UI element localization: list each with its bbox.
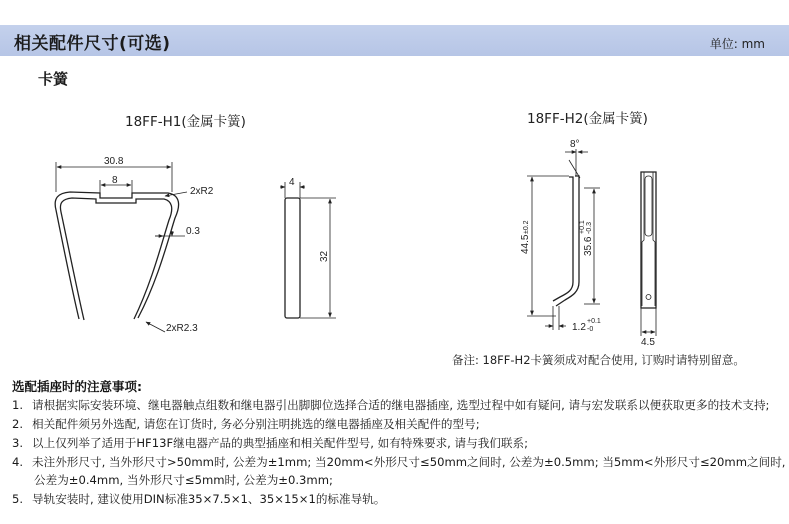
header-title: 相关配件尺寸(可选) bbox=[14, 34, 171, 54]
unit-label: 单位: mm bbox=[709, 37, 765, 51]
list-item-continuation: 公差为±0.4mm, 当外形尺寸≤5mm时, 公差为±0.3mm; bbox=[34, 473, 333, 487]
h2-inner-height-tol-upper: +0.1 bbox=[579, 220, 586, 234]
list-item bbox=[12, 415, 782, 434]
list-item-text: 未注外形尺寸, 当外形尺寸>50mm时, 公差为±1mm; 当20mm<外形尺寸≤50mm之间时, 公差为±0.5mm; 当5mm<外形尺寸≤20mm之间时, bbox=[32, 455, 786, 469]
list-item-text: 导轨安装时, 建议使用DIN标准35×7.5×1、35×15×1的标准导轨。 bbox=[32, 492, 386, 506]
h1-width-dim: 30.8 bbox=[104, 156, 124, 167]
list-item-text: 请根据实际安装环境、继电器触点组数和继电器引出脚脚位选择合适的继电器插座, 选型过程中如有疑问, 请与宏发联系以便获取更多的技术支持; bbox=[32, 398, 770, 412]
h2-foot-tol-lower: -0 bbox=[587, 326, 594, 333]
list-item bbox=[12, 396, 782, 415]
list-item-number: 4. bbox=[12, 455, 24, 469]
h2-angle-dim: 8° bbox=[570, 139, 580, 150]
list-item bbox=[12, 453, 786, 472]
list-item-number: 3. bbox=[12, 436, 24, 450]
list-item-number: 1. bbox=[12, 398, 24, 412]
h2-front-view bbox=[641, 172, 656, 336]
h1-thickness-dim: 0.3 bbox=[186, 226, 200, 237]
h1-side-width-dim: 4 bbox=[289, 177, 295, 188]
section-title: 卡簧 bbox=[38, 70, 69, 88]
list-item bbox=[12, 434, 782, 453]
list-item-number: 2. bbox=[12, 417, 24, 431]
list-item-number: 5. bbox=[12, 492, 24, 506]
h1-drawing-label: 18FF-H1(金属卡簧) bbox=[125, 114, 246, 130]
h1-tab-dim: 8 bbox=[112, 175, 118, 186]
h2-total-height-tol: ±0.2 bbox=[523, 220, 530, 234]
h2-inner-height-tol-lower: -0.3 bbox=[586, 221, 593, 234]
h1-height-dim: 32 bbox=[319, 250, 330, 262]
list-item bbox=[12, 490, 782, 509]
drawing-note: 备注: 18FF-H2卡簧须成对配合使用, 订购时请特别留意。 bbox=[452, 353, 745, 367]
h2-drawing-label: 18FF-H2(金属卡簧) bbox=[527, 111, 648, 127]
h1-radius-top-dim: 2xR2 bbox=[190, 186, 214, 197]
notes-title: 选配插座时的注意事项: bbox=[12, 379, 142, 394]
list-item-text: 以上仅列举了适用于HF13F继电器产品的典型插座和相关配件型号, 如有特殊要求, 请与我们联系; bbox=[32, 436, 529, 450]
h1-radius-bottom-dim: 2xR2.3 bbox=[166, 323, 198, 334]
h1-front-view bbox=[55, 162, 187, 332]
h2-inner-height-dim: 35.6 bbox=[583, 236, 594, 256]
list-item-text: 相关配件须另外选配, 请您在订货时, 务必分别注明挑选的继电器插座及相关配件的型号; bbox=[32, 417, 480, 431]
h1-side-view bbox=[280, 182, 336, 318]
h2-total-height-dim: 44.5 bbox=[520, 234, 531, 254]
notes-list bbox=[12, 396, 786, 509]
h2-width-dim: 4.5 bbox=[641, 337, 655, 348]
h2-foot-tol-upper: +0.1 bbox=[587, 318, 601, 325]
h2-foot-dim: 1.2 bbox=[572, 322, 586, 333]
